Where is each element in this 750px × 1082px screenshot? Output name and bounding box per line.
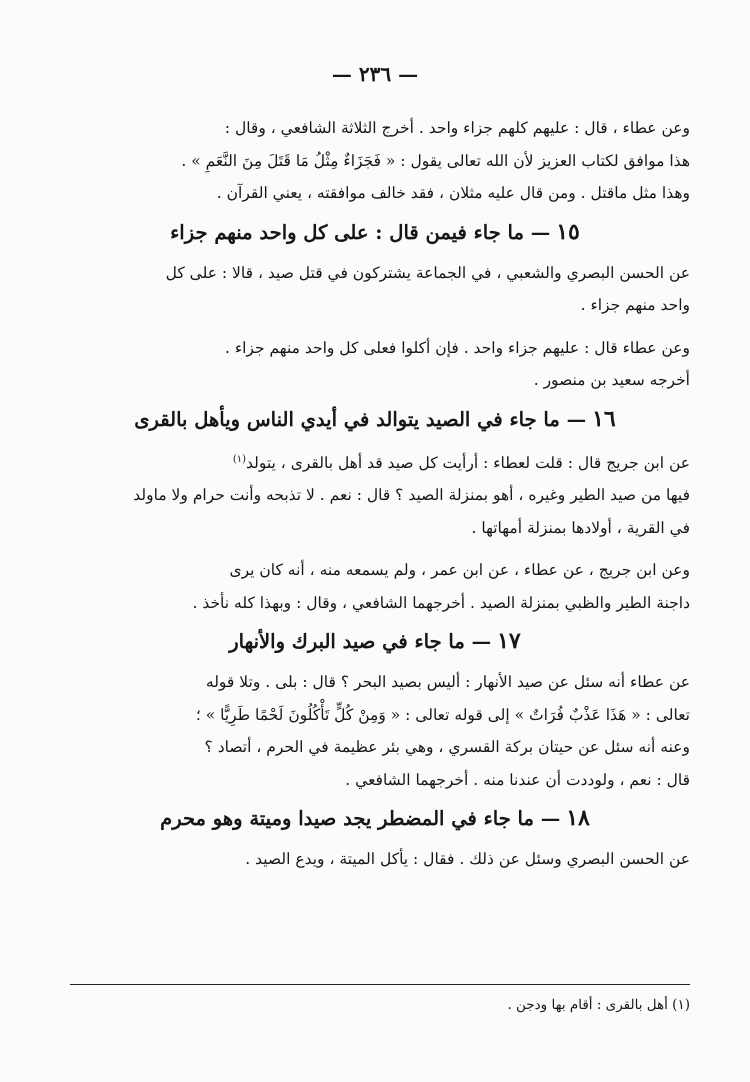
text-line: هذا موافق لكتاب العزيز لأن الله تعالى يقول : « فَجَزَاءٌ مِثْلُ مَا قَتَلَ مِنَ النَّعَمِ » . [181, 151, 690, 170]
text-line: واحد منهم جزاء . [580, 296, 690, 314]
section-heading-16 [60, 401, 690, 438]
text-line: تعالى : « هَذَا عَذْبٌ فُرَاتٌ » إلى قوله تعالى : « وَمِنْ كُلٍّ تَأْكُلُونَ لَحْمًا طَرِيًّا » ؛ [195, 705, 690, 724]
text-line: عن الحسن البصري وسئل عن ذلك . فقال : يأكل الميتة ، ويدع الصيد . [245, 850, 690, 869]
text-line: وعن عطاء قال : عليهم جزاء واحد . فإن أكلوا فعلى كل واحد منهم جزاء . [224, 338, 690, 357]
text-line: عن ابن جريج قال : قلت لعطاء : أرأيت كل صيد قد أهل بالقرى ، يتولد [246, 453, 690, 472]
paragraph-ata-eating [60, 332, 690, 397]
text-line: وهذا مثل ماقتل . ومن قال عليه مثلان ، فقد خالف موافقته ، يعني القرآن . [216, 184, 690, 202]
text-line: عن الحسن البصري والشعبي ، في الجماعة يشتركون في قتل صيد ، قالا : على كل [165, 263, 690, 282]
section-heading-18 [60, 800, 690, 837]
footnote: (١) أهل بالقرى : أقام بها ودجن . [507, 997, 690, 1013]
text-line: وعن ابن جريج ، عن عطاء ، عن ابن عمر ، ولم يسمعه منه ، أنه كان يرى [229, 561, 690, 580]
page-body [60, 112, 690, 876]
text-line: أخرجه سعيد بن منصور . [533, 371, 690, 389]
paragraph-ibn-jurayj-question [60, 444, 690, 545]
section-title: — ما جاء في الصيد يتوالد في أيدي الناس ويأهل بالقرى [134, 407, 587, 431]
paragraph-birkat-qasri [60, 731, 690, 796]
section-heading-17 [60, 623, 690, 660]
text-line: وعنه أنه سئل عن حيتان بركة القسري ، وهي بئر عظيمة في الحرم ، أتصاد ؟ [204, 738, 690, 757]
paragraph-hasan-carrion [60, 843, 690, 876]
section-title: — ما جاء في صيد البرك والأنهار [229, 630, 492, 654]
paragraph-hasan-shabi [60, 257, 690, 322]
paragraph-ibn-umar [60, 554, 690, 619]
text-line: قال : نعم ، ولوددت أن عندنا منه . أخرجهما الشافعي . [345, 770, 690, 789]
paragraph-ata-one-penalty [60, 112, 690, 210]
text-line: عن عطاء أنه سئل عن صيد الأنهار : أليس بصيد البحر ؟ قال : بلى . وتلا قوله [205, 673, 690, 692]
text-line: فيها من صيد الطير وغيره ، أهو بمنزلة الصيد ؟ قال : نعم . لا تذبحه وأنت حرام ولا ماولد [133, 486, 690, 505]
section-number: ١٥ [556, 218, 580, 245]
section-heading-15 [60, 214, 690, 251]
section-number: ١٧ [497, 628, 521, 655]
section-number: ١٦ [592, 405, 616, 432]
footnote-divider [70, 984, 690, 985]
footnote-marker: (١) [232, 453, 247, 465]
section-title: — ما جاء في المضطر يجد صيدا وميتة وهو محرم [160, 807, 561, 831]
text-line: وعن عطاء ، قال : عليهم كلهم جزاء واحد . أخرج الثلاثة الشافعي ، وقال : [224, 119, 690, 137]
section-title: — ما جاء فيمن قال : على كل واحد منهم جزاء [170, 220, 551, 244]
text-line: داجنة الطير والظبي بمنزلة الصيد . أخرجهما الشافعي ، وقال : وبهذا كله نأخذ . [192, 593, 690, 612]
page-number: — ٢٣٦ — [331, 62, 419, 86]
text-line: في القرية ، أولادها بمنزلة أمهاتها . [471, 518, 690, 537]
paragraph-river-game [60, 666, 690, 731]
section-number: ١٨ [566, 805, 590, 832]
